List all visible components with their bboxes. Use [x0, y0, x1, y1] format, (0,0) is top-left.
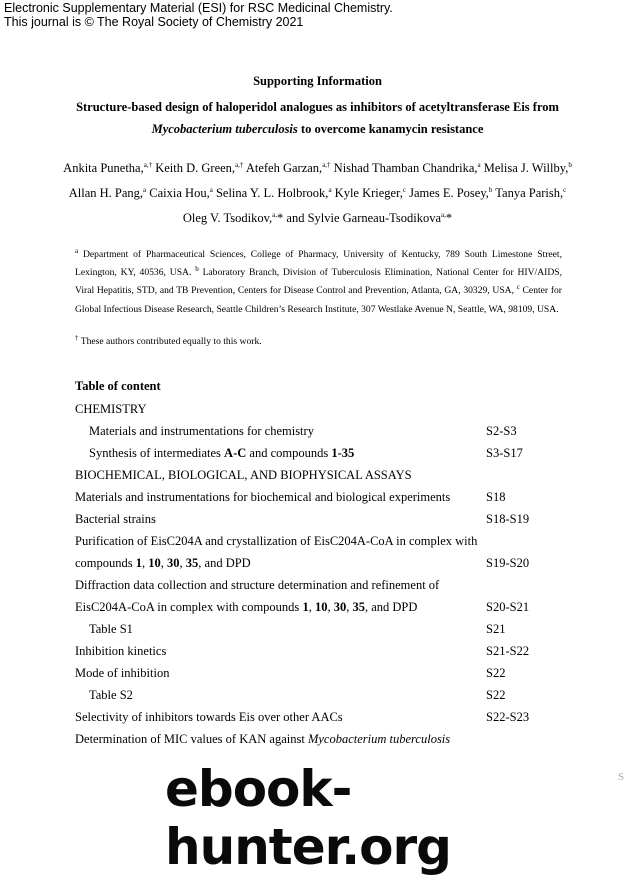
toc-text: ,	[346, 600, 353, 614]
toc-pages: S21	[486, 622, 506, 636]
toc-label: Mode of inhibition	[75, 666, 170, 680]
toc-text: ,	[327, 600, 334, 614]
toc-bold: 1	[302, 600, 309, 614]
title-line-1: Structure-based design of haloperidol analogues as inhibitors of acetyltransferase Eis from	[76, 100, 559, 114]
toc-bold: 10	[148, 556, 161, 570]
author-name: Melisa J. Willby,	[480, 161, 569, 175]
author-affiliation-marker: a,	[441, 210, 446, 219]
affil-b-text: Laboratory Branch, Division of Tuberculosis Elimination, National Center for HIV/AIDS, Viral Hepatitis, STD, and TB Prevention, Centers for Disease Control and Prevention, Atlanta, GA, 30329, USA,	[75, 267, 562, 297]
toc-row	[75, 508, 595, 530]
affil-c-marker: c	[516, 283, 520, 292]
toc-row	[75, 574, 595, 596]
toc-row	[75, 530, 595, 552]
toc-bold: 1	[135, 556, 143, 570]
author-affiliation-marker: c	[402, 185, 407, 194]
toc-text: compounds	[75, 556, 136, 570]
toc-label: Bacterial strains	[75, 512, 156, 526]
author-name: Tanya Parish,	[492, 186, 564, 200]
toc-bold: 10	[314, 600, 328, 614]
author-name: Caixia Hou,	[146, 186, 210, 200]
author-name: * and Sylvie Garneau-Tsodikova	[277, 211, 442, 225]
author-affiliation-marker: b	[488, 185, 493, 194]
toc-row	[75, 662, 595, 684]
toc-row	[75, 596, 595, 618]
affil-a-marker: a	[75, 246, 79, 255]
affil-a-text: Department of Pharmaceutical Sciences, College of Pharmacy, University of Kentucky, 789 South Limestone Street, Lexington, KY, 40536, USA.	[75, 249, 562, 279]
toc-label	[75, 556, 251, 570]
author-affiliation-marker: a	[328, 185, 332, 194]
toc-text: and compounds	[246, 446, 332, 460]
toc-row	[75, 684, 595, 706]
toc-pages: S3-S17	[486, 446, 523, 460]
author-name: Nishad Thamban Chandrika,	[330, 161, 478, 175]
equal-contribution-note	[75, 333, 262, 347]
author-name: Atefeh Garzan,	[243, 161, 323, 175]
toc-pages: S18	[486, 490, 506, 504]
toc-bold: 30	[167, 556, 180, 570]
author-affiliation-marker: b	[568, 160, 572, 169]
author-affiliation-marker: a,†	[322, 160, 331, 169]
paper-title	[60, 96, 575, 140]
author-affiliation-marker: a	[209, 185, 213, 194]
toc-row	[75, 618, 595, 640]
toc-row	[75, 706, 595, 728]
title-organism: Mycobacterium tuberculosis	[151, 122, 298, 136]
author-name: Allan H. Pang,	[68, 186, 144, 200]
toc-text: Synthesis of intermediates	[89, 446, 225, 460]
toc-row	[75, 552, 595, 574]
contribution-text: These authors contributed equally to this work.	[78, 336, 262, 347]
author-name: Ankita Punetha,	[63, 161, 144, 175]
author-affiliation-marker: c	[563, 185, 567, 194]
toc-label: Selectivity of inhibitors towards Eis over other AACs	[75, 710, 343, 724]
toc-bold: 35	[185, 556, 199, 570]
author-name: James E. Posey,	[406, 186, 489, 200]
author-name: Selina Y. L. Holbrook,	[212, 186, 329, 200]
toc-heading: Table of content	[75, 379, 161, 393]
toc-row	[75, 420, 595, 442]
toc-section-bio: BIOCHEMICAL, BIOLOGICAL, AND BIOPHYSICAL ASSAYS	[75, 468, 412, 482]
affil-b-marker: b	[195, 265, 199, 274]
toc-pages: S20-S21	[486, 600, 530, 614]
toc-pages: S21-S22	[486, 644, 530, 658]
toc-label: Table S1	[89, 622, 133, 636]
toc-row	[75, 728, 595, 750]
toc-label	[89, 446, 354, 460]
table-of-contents	[75, 398, 595, 750]
banner-line-2: This journal is © The Royal Society of Chemistry 2021	[4, 15, 304, 29]
affiliations	[75, 246, 562, 319]
author-affiliation-marker: a	[477, 160, 481, 169]
toc-bold: 30	[333, 600, 347, 614]
toc-text: , and DPD	[198, 556, 251, 570]
toc-text: ,	[179, 556, 186, 570]
supporting-information-heading: Supporting Information	[253, 74, 382, 88]
toc-bold: A-C	[224, 446, 247, 460]
toc-label: Materials and instrumentations for biochemical and biological experiments	[75, 490, 451, 504]
watermark: ebook-hunter.org	[165, 760, 451, 876]
author-affiliation-marker: a	[143, 185, 147, 194]
toc-text: ,	[308, 600, 315, 614]
toc-pages: S22	[486, 688, 506, 702]
author-affiliation-marker: a,†	[143, 160, 153, 169]
toc-label: Diffraction data collection and structure determination and refinement of	[75, 578, 440, 592]
author-name: Kyle Krieger,	[331, 186, 403, 200]
toc-bold: 1-35	[331, 446, 355, 460]
author-affiliation-marker: a,	[272, 210, 278, 219]
toc-pages: S19-S20	[486, 556, 530, 570]
banner-line-1: Electronic Supplementary Material (ESI) for RSC Medicinal Chemistry.	[4, 1, 393, 15]
toc-pages: S18-S19	[486, 512, 530, 526]
page-number: S	[618, 771, 625, 783]
toc-label	[75, 732, 450, 746]
toc-text: ,	[142, 556, 149, 570]
toc-label: Table S2	[89, 688, 133, 702]
toc-section-chemistry: CHEMISTRY	[75, 402, 147, 416]
author-name: Oleg V. Tsodikov,	[182, 211, 273, 225]
author-affiliation-marker: a,†	[235, 160, 244, 169]
author-list	[60, 156, 575, 231]
affil-c-text: Center for Global Infectious Disease Research, Seattle Children’s Research Institute, 307 Westlake Avenue N, Seattle, WA, 98109, USA.	[75, 285, 563, 315]
toc-label	[75, 600, 417, 614]
toc-label: Materials and instrumentations for chemistry	[89, 424, 314, 438]
author-name: *	[445, 211, 453, 225]
toc-bold: 35	[352, 600, 365, 614]
toc-label: Purification of EisC204A and crystallization of EisC204A-CoA in complex with	[75, 534, 478, 548]
toc-row	[75, 442, 595, 464]
toc-text: Determination of MIC values of KAN against	[75, 732, 308, 746]
toc-text: ,	[160, 556, 168, 570]
author-name: Keith D. Green,	[152, 161, 236, 175]
esi-banner	[4, 1, 393, 29]
toc-pages: S2-S3	[486, 424, 517, 438]
toc-row	[75, 640, 595, 662]
toc-italic: Mycobacterium tuberculosis	[307, 732, 451, 746]
toc-pages: S22-S23	[486, 710, 530, 724]
toc-text: EisC204A-CoA in complex with compounds	[75, 600, 303, 614]
toc-row	[75, 486, 595, 508]
dagger-marker: †	[75, 333, 79, 342]
toc-label: Inhibition kinetics	[75, 644, 167, 658]
title-tail: to overcome kanamycin resistance	[297, 122, 484, 136]
toc-pages: S22	[486, 666, 506, 680]
toc-text: , and DPD	[364, 600, 418, 614]
